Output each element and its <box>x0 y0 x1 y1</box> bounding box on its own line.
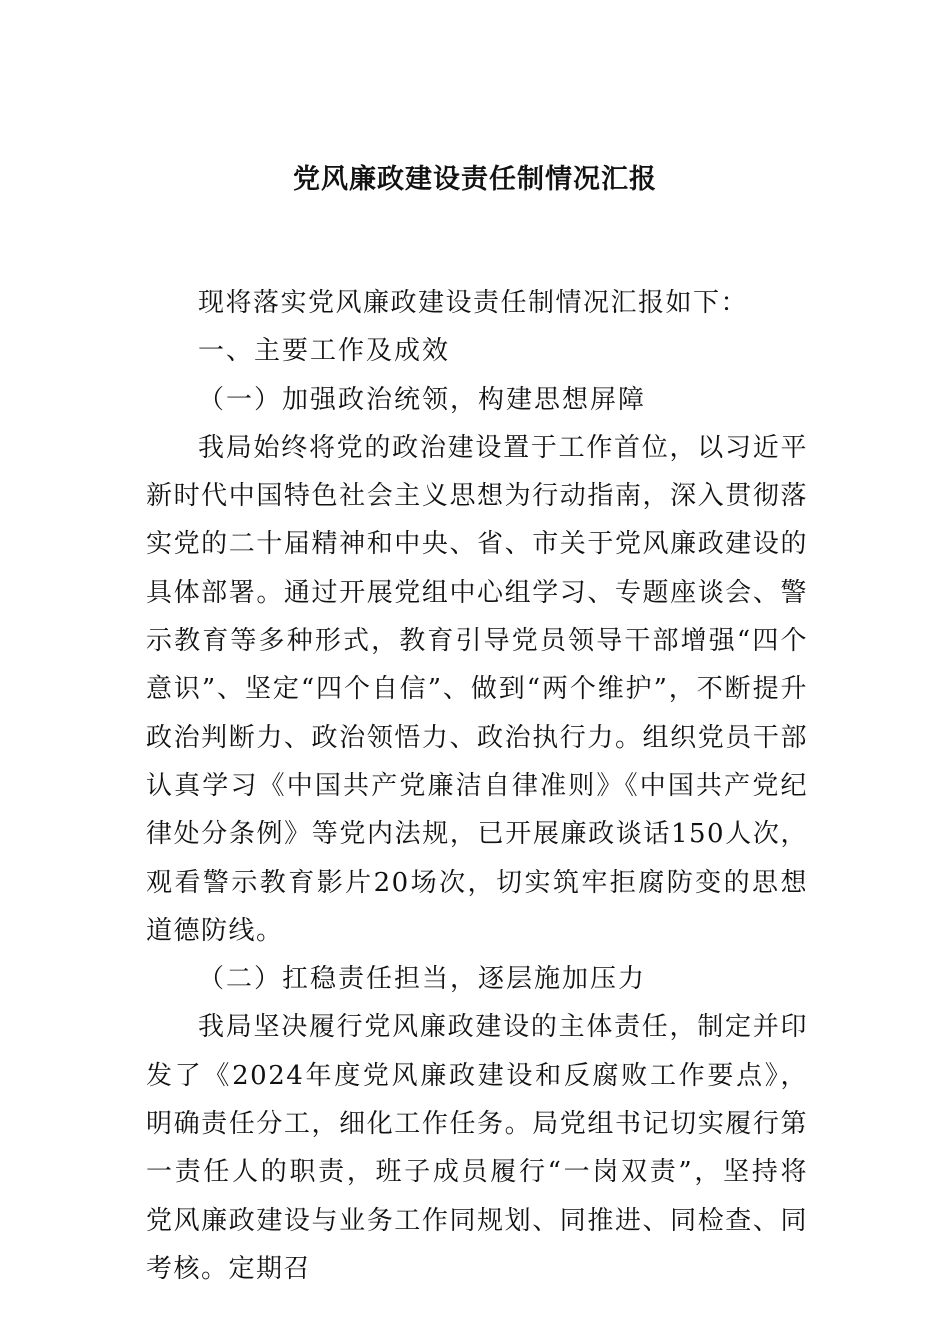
body-paragraph: 我局坚决履行党风廉政建设的主体责任，制定并印发了《2024年度党风廉政建设和反腐败工作要点》，明确责任分工，细化工作任务。局党组书记切实履行第一责任人的职责，班子成员履行“一岗双责”，坚持将党风廉政建设与业务工作同规划、同推进、同检查、同考核。定期召 <box>146 1012 808 1284</box>
intro-paragraph: 现将落实党风廉政建设责任制情况汇报如下： <box>198 288 749 318</box>
body-paragraph: 我局始终将党的政治建设置于工作首位，以习近平新时代中国特色社会主义思想为行动指南，深入贯彻落实党的二十届精神和中央、省、市关于党风廉政建设的具体部署。通过开展党组中心组学习、专题座谈会、警示教育等多种形式，教育引导党员领导干部增强“四个意识”、坚定“四个自信”、做到“两个维护”，不断提升政治判断力、政治领悟力、政治执行力。组织党员干部认真学习《中国共产党廉洁自律准则》《中国共产党纪律处分条例》等党内法规，已开展廉政谈话150人次，观看警示教育影片20场次，切实筑牢拒腐防变的思想道德防线。 <box>146 432 808 946</box>
document-body <box>146 279 808 1293</box>
document-title: 党风廉政建设责任制情况汇报 <box>293 164 657 195</box>
section-heading: 一、主要工作及成效 <box>198 336 451 367</box>
subsection-heading: （二）扛稳责任担当，逐层施加压力 <box>198 964 647 995</box>
subsection-heading: （一）加强政治统领，构建思想屏障 <box>198 384 647 415</box>
